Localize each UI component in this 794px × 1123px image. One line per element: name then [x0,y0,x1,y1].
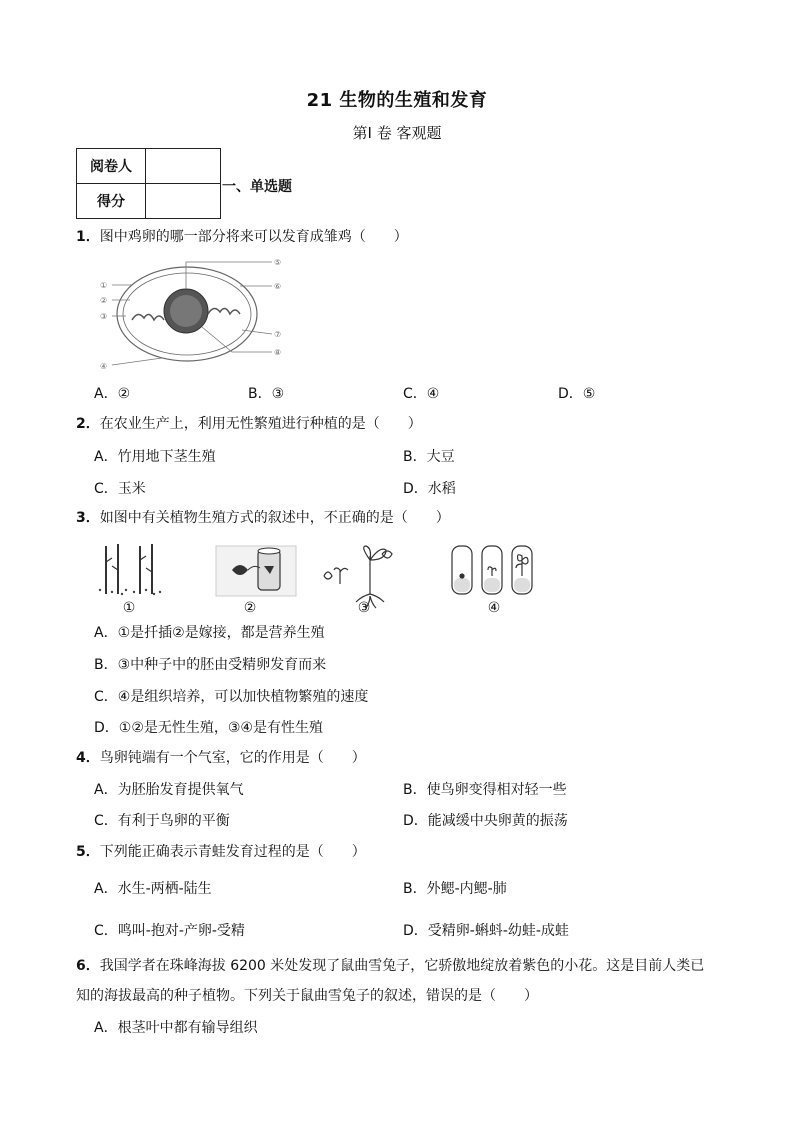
question-text-line1: 我国学者在珠峰海拔 6200 米处发现了鼠曲雪兔子，它骄傲地绽放着紫色的小花。这是目前人类已 [99,958,705,974]
q1-option-c[interactable]: C．④ [403,386,440,402]
fig-label-3: ③ [357,600,371,616]
question-number: 4． [76,750,100,766]
question-text: 下列能正确表示青蛙发育过程的是（ ） [99,844,366,860]
question-6-line2: 知的海拔最高的种子植物。下列关于鼠曲雪兔子的叙述，错误的是（ ） [76,988,538,1004]
score-table [76,148,221,219]
question-text: 在农业生产上，利用无性繁殖进行种植的是（ ） [99,416,422,432]
chalaza-left [132,314,164,320]
question-number: 2． [76,416,100,432]
egg-label-4: ④ [100,362,108,371]
q3-option-c[interactable]: C．④是组织培养，可以加快植物繁殖的速度 [94,689,369,705]
question-number: 3． [76,510,100,526]
seed-germination-illustration [324,546,392,608]
egg-label-6: ⑥ [274,282,282,291]
question-text: 如图中有关植物生殖方式的叙述中，不正确的是（ ） [99,510,450,526]
question-number: 6． [76,958,100,974]
q6-option-a[interactable]: A．根茎叶中都有输导组织 [94,1020,258,1036]
page-subtitle: 第Ⅰ 卷 客观题 [352,124,442,142]
egg-label-8: ⑧ [274,348,282,357]
question-6 [76,956,736,976]
score-cell[interactable] [146,184,221,219]
q4-option-a[interactable]: A．为胚胎发育提供氧气 [94,782,244,798]
plant-reproduction-figure [92,540,552,618]
q4-option-d[interactable]: D．能减缓中央卵黄的振荡 [403,813,568,829]
score-label: 得分 [77,184,146,219]
egg-label-7: ⑦ [274,330,282,339]
q5-option-a[interactable]: A．水生-两栖-陆生 [94,881,212,897]
reviewer-cell[interactable] [146,149,221,184]
question-text: 图中鸡卵的哪一部分将来可以发育成雏鸡（ ） [99,229,408,245]
page-title: 21 生物的生殖和发育 [306,90,488,111]
q1-option-d[interactable]: D．⑤ [558,386,596,402]
question-4 [76,748,366,768]
reviewer-label: 阅卷人 [77,149,146,184]
question-1 [76,227,408,247]
q1-option-a[interactable]: A．② [94,386,131,402]
fig-label-1: ① [122,600,136,616]
question-number: 5． [76,844,100,860]
egg-label-2: ② [100,296,108,305]
q5-option-c[interactable]: C．鸣叫-抱对-产卵-受精 [94,923,245,939]
q4-option-c[interactable]: C．有利于鸟卵的平衡 [94,813,230,829]
tissue-culture-illustration [452,546,532,594]
q2-option-b[interactable]: B．大豆 [403,449,455,465]
q2-option-d[interactable]: D．水稻 [403,481,456,497]
egg-label-5: ⑤ [274,258,282,267]
egg-label-1: ① [100,281,108,290]
q5-option-d[interactable]: D．受精卵-蝌蚪-幼蛙-成蛙 [403,923,569,939]
q2-option-c[interactable]: C．玉米 [94,481,146,497]
q3-option-b[interactable]: B．③中种子中的胚由受精卵发育而来 [94,657,327,673]
question-5 [76,842,366,862]
question-number: 1． [76,229,100,245]
q3-option-d[interactable]: D．①②是无性生殖，③④是有性生殖 [94,720,323,736]
fig-label-4: ④ [487,600,501,616]
fig-label-2: ② [243,600,257,616]
grafting-illustration [216,546,296,596]
section-title: 一、单选题 [222,179,292,195]
q4-option-b[interactable]: B．使鸟卵变得相对轻一些 [403,782,567,798]
q5-option-b[interactable]: B．外鳃-内鳃-肺 [403,881,507,897]
egg-label-3: ③ [100,312,108,321]
question-text: 鸟卵钝端有一个气室，它的作用是（ ） [99,750,366,766]
question-2 [76,414,422,434]
q1-option-b[interactable]: B．③ [248,386,285,402]
egg-diagram [92,252,302,376]
chalaza-right [208,308,240,314]
q3-option-a[interactable]: A．①是扦插②是嫁接，都是营养生殖 [94,625,325,641]
q2-option-a[interactable]: A．竹用地下茎生殖 [94,449,216,465]
question-3 [76,508,450,528]
cutting-illustration [106,544,152,594]
